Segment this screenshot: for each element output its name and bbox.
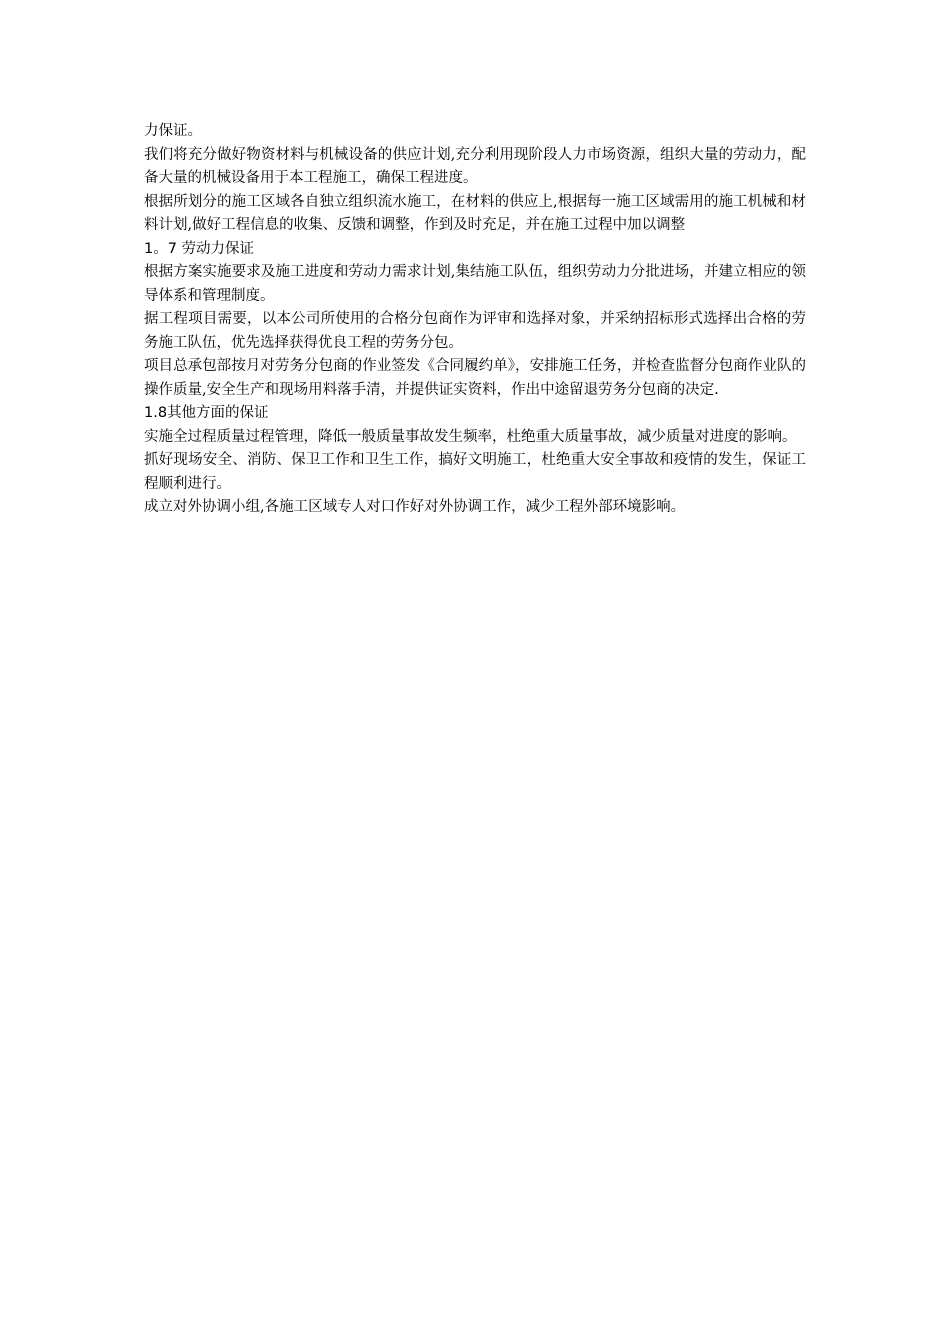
section-heading-1-8: [144, 402, 806, 426]
section-heading-1-7: [144, 238, 806, 262]
document-page: [144, 120, 806, 520]
paragraph: 根据所划分的施工区域各自独立组织流水施工，在材料的供应上,根据每一施工区域需用的施工机械和材料计划,做好工程信息的收集、反馈和调整，作到及时充足，并在施工过程中加以调整: [144, 193, 806, 233]
paragraph: 根据方案实施要求及施工进度和劳动力需求计划,集结施工队伍，组织劳动力分批进场，并建立相应的领导体系和管理制度。: [144, 264, 806, 304]
section-number: 1.8: [144, 405, 168, 421]
paragraph: 据工程项目需要，以本公司所使用的合格分包商作为评审和选择对象，并采纳招标形式选择出合格的劳务施工队伍，优先选择获得优良工程的劳务分包。: [144, 311, 806, 351]
section-title: 劳动力保证: [181, 240, 255, 257]
paragraph: 我们将充分做好物资材料与机械设备的供应计划,充分利用现阶段人力市场资源，组织大量的劳动力，配备大量的机械设备用于本工程施工，确保工程进度。: [144, 146, 806, 186]
section-number: 1。7: [144, 240, 177, 257]
paragraph: 力保证。: [144, 123, 202, 139]
paragraph: 实施全过程质量过程管理，降低一般质量事故发生频率，杜绝重大质量事故，减少质量对进度的影响。: [144, 428, 797, 445]
paragraph: 抓好现场安全、消防、保卫工作和卫生工作，搞好文明施工，杜绝重大安全事故和疫情的发生，保证工程顺利进行。: [144, 452, 806, 492]
paragraph: 项目总承包部按月对劳务分包商的作业签发《合同履约单》，安排施工任务，并检查监督分包商作业队的操作质量,安全生产和现场用料落手清，并提供证实资料，作出中途留退劳务分包商的决定.: [144, 358, 806, 398]
section-title: 其他方面的保证: [167, 405, 269, 421]
paragraph: 成立对外协调小组,各施工区域专人对口作好对外协调工作，减少工程外部环境影响。: [144, 499, 686, 515]
